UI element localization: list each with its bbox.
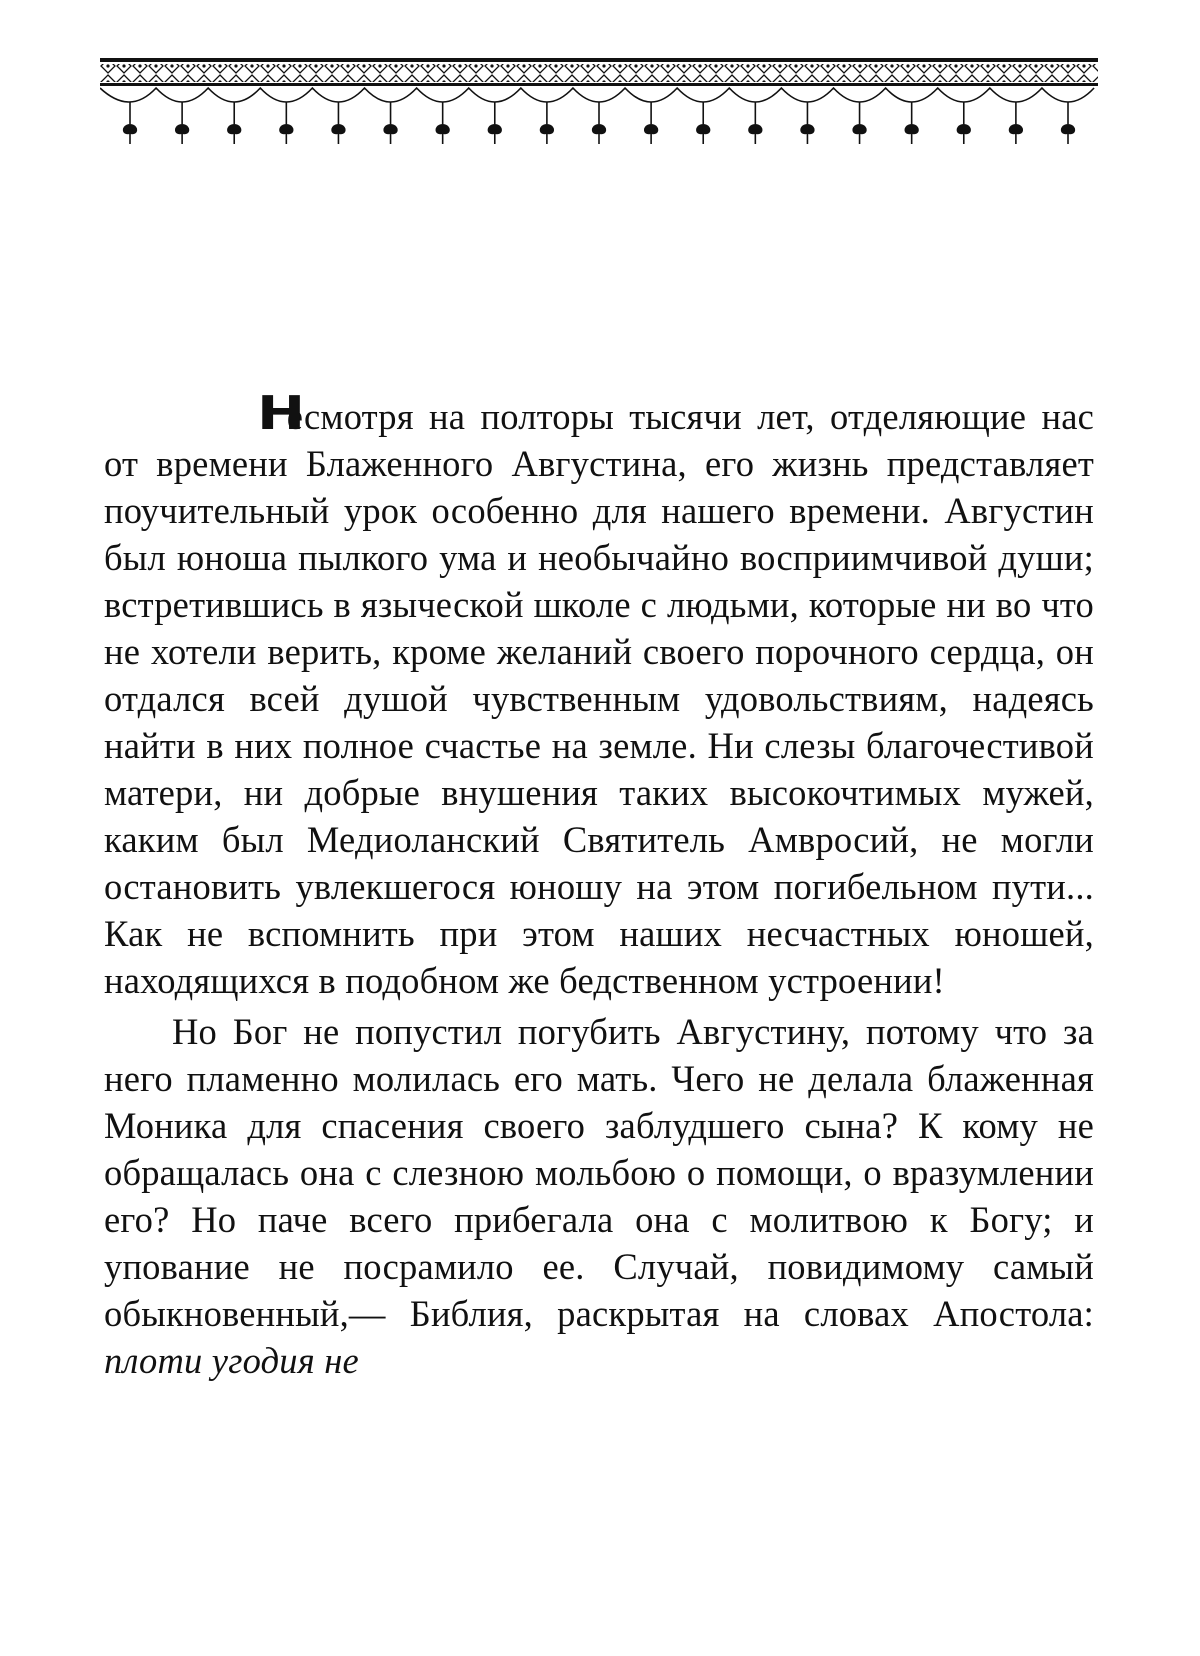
- ornament-drop: [383, 102, 397, 144]
- ornament-drop: [1061, 102, 1075, 144]
- ornament-drop: [540, 102, 554, 144]
- ornament-drop: [748, 102, 762, 144]
- paragraph-2-italic-quote: плоти угодия не: [104, 1340, 359, 1381]
- ornament-drop: [800, 102, 814, 144]
- ornament-drop: [1009, 102, 1023, 144]
- ornament-drop: [644, 102, 658, 144]
- paragraph-1-text: есмотря на полторы тысячи лет, отделяющие нас от времени Блаженного Августина, его жизнь представляет поучительный урок особенно для нашего времени. Августин был юноша пылкого ума и необычайно восприимчивой души; встретившись в языческой школе с людьми, которые ни во что не хотели верить, кроме желаний своего порочного сердца, он отдался всей душой чувственным удовольствиям, надеясь найти в них полное счастье на земле. Ни слезы благочестивой матери, ни добрые внушения таких высокочтимых мужей, каким был Медиоланский Святитель Амвросий, не могли остановить увлекшегося юношу на этом погибельном пути... Как не вспомнить при этом наших несчастных юношей, находящихся в подобном же бедственном устроении!: [104, 396, 1094, 1001]
- paragraph-2-text: Но Бог не попустил погубить Августину, потому что за него пламенно молилась его мать. Чего не делала блаженная Моника для спасения своего заблудшего сына? К кому не обращалась она с слезною мольбою о помощи, о вразумлении его? Но паче всего прибегала она с молитвою к Богу; и упование не посрамило ее. Случай, повидимому самый обыкновенный,— Библия, раскрытая на словах Апостола:: [104, 1011, 1094, 1334]
- ornament-drop: [905, 102, 919, 144]
- ornament-drop: [696, 102, 710, 144]
- ornament-drop: [227, 102, 241, 144]
- paragraph-1: [104, 386, 1094, 1004]
- ornament-drop: [331, 102, 345, 144]
- ornament-drop: [436, 102, 450, 144]
- floral-border-ornament-icon: [100, 58, 1098, 160]
- ornament-drop: [957, 102, 971, 144]
- paragraph-2: [104, 1008, 1094, 1384]
- drop-cap: Н: [257, 386, 306, 440]
- ornament-drop: [175, 102, 189, 144]
- header-ornament: [100, 58, 1098, 160]
- ornament-drop: [123, 102, 137, 144]
- document-body: [104, 386, 1094, 1384]
- ornament-drop: [592, 102, 606, 144]
- ornament-drop: [279, 102, 293, 144]
- ornament-scallop: [100, 88, 1094, 102]
- ornament-drop: [852, 102, 866, 144]
- ornament-drop: [488, 102, 502, 144]
